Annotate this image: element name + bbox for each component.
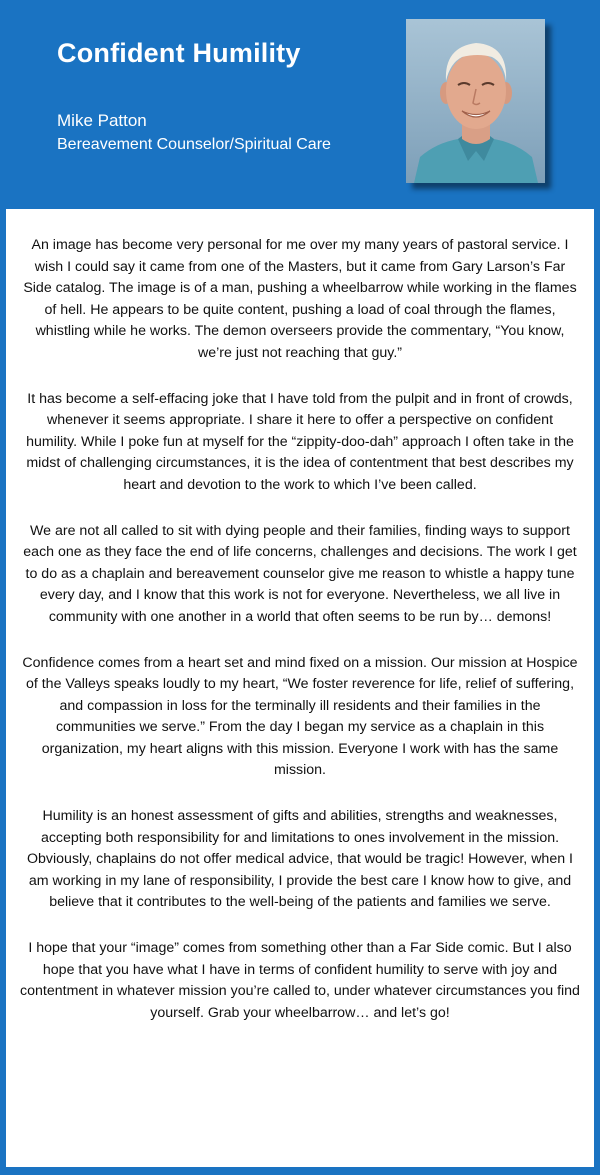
author-role: Bereavement Counselor/Spiritual Care <box>57 136 331 153</box>
article-paragraph: Confidence comes from a heart set and mind fixed on a mission. Our mission at Hospice of the Valleys speaks loudly to my heart, “We foster reverence for life, relief of suffering, and compassion in loss for the terminally ill residents and their families in the communities we serve.” From the day I began my service as a chaplain in this organization, my heart aligns with this mission. Everyone I work with has the same mission. <box>22 654 578 779</box>
article-title: Confident Humility <box>57 38 301 68</box>
article-header <box>0 0 600 208</box>
article-paragraph: Humility is an honest assessment of gifts and abilities, strengths and weaknesses, accepting both responsibility for and limitations to ones involvement in the mission. Obviously, chaplains do not offer medical advice, that would be tragic! However, when I am working in my lane of responsibility, I provide the best care I know how to give, and believe that it contributes to the well-being of the patients and families we serve. <box>27 808 573 911</box>
article-paragraph: We are not all called to sit with dying people and their families, finding ways to support each one as they face the end of life concerns, challenges and decisions. The work I get to do as a chaplain and bereavement counselor give me reason to whistle a happy tune every day, and I know that this work is not for everyone. Nevertheless, we all live in community with one another in a world that often seems to be run by… demons! <box>23 522 577 625</box>
article-paragraph: An image has become very personal for me over my many years of pastoral service. I wish I could say it came from one of the Masters, but it came from Gary Larson’s Far Side catalog. The image is of a man, pushing a wheelbarrow while working in the flames of hell. He appears to be quite content, pushing a load of coal through the flames, whistling while he works. The demon overseers provide the commentary, “You know, we’re just not reaching that guy.” <box>23 237 577 361</box>
author-name: Mike Patton <box>57 111 147 130</box>
article-body <box>6 209 594 1167</box>
article-text <box>6 209 594 1024</box>
article-paragraph: It has become a self-effacing joke that I have told from the pulpit and in front of crowds, whenever it seems appropriate. I share it here to offer a perspective on confident humility. While I poke fun at myself for the “zippity-doo-dah” approach I often take in the midst of challenging circumstances, it is the idea of contentment that best describes my heart and devotion to the work to which I’ve been called. <box>26 390 574 493</box>
author-portrait-icon <box>406 19 545 183</box>
author-photo <box>406 19 545 183</box>
article-paragraph: I hope that your “image” comes from something other than a Far Side comic. But I also hope that you have what I have in terms of confident humility to serve with joy and contentment in whatever mission you’re called to, under whatever circumstances you find yourself. Grab your wheelbarrow… and let’s go! <box>20 940 580 1021</box>
